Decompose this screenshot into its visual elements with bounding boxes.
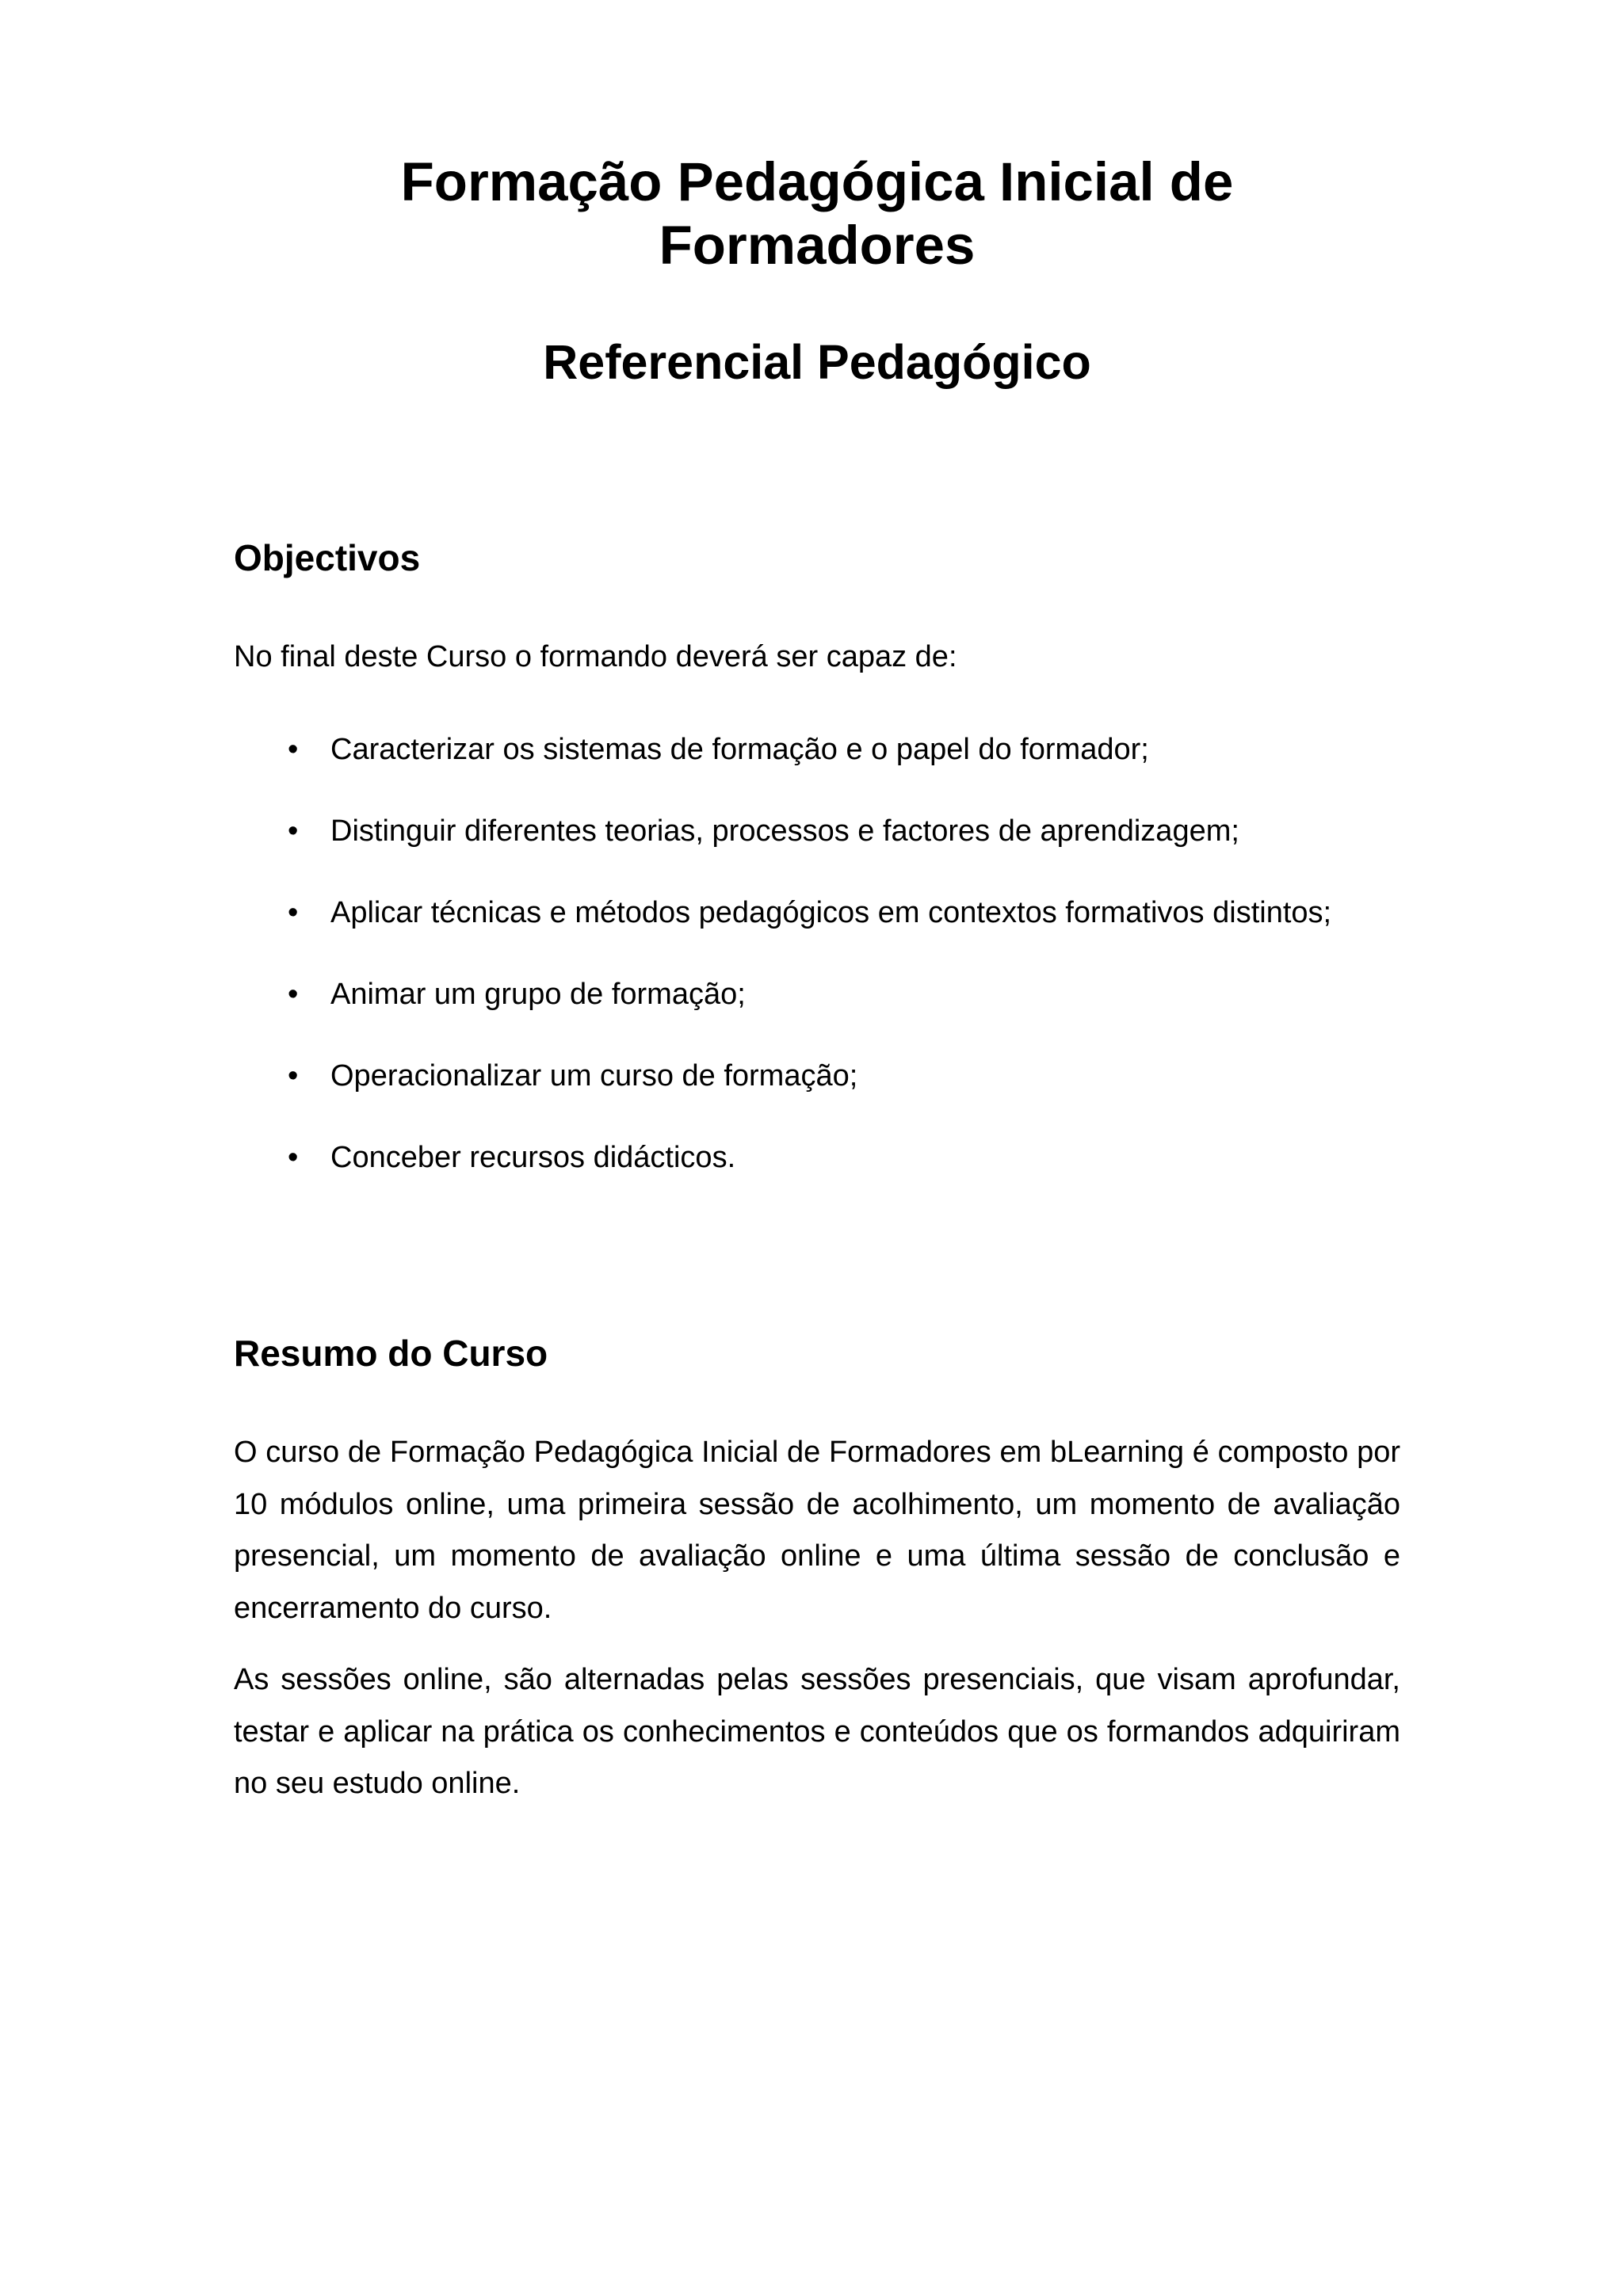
objectives-intro: No final deste Curso o formando deverá ser capaz de: xyxy=(234,640,957,673)
bullet-icon: • xyxy=(288,1141,299,1174)
objective-text: Caracterizar os sistemas de formação e o papel do formador; xyxy=(330,733,1149,766)
list-item xyxy=(234,892,1400,974)
bullet-icon: • xyxy=(288,896,299,929)
list-item xyxy=(234,729,1400,810)
bullet-icon: • xyxy=(288,733,299,766)
list-item xyxy=(234,974,1400,1055)
summary-paragraph: As sessões online, são alternadas pelas sessões presenciais, que visam aprofundar, testar e aplicar na prática os conhecimentos e conteúdos que os formandos adquiriram no seu estudo online. xyxy=(234,1663,1400,1800)
objective-text: Aplicar técnicas e métodos pedagógicos em contextos formativos distintos; xyxy=(330,896,1332,929)
objective-text: Operacionalizar um curso de formação; xyxy=(330,1059,858,1093)
objectives-heading: Objectivos xyxy=(234,537,421,578)
summary-paragraph: O curso de Formação Pedagógica Inicial de Formadores em bLearning é composto por 10 módulos online, uma primeira sessão de acolhimento, um momento de avaliação presencial, um momento de avaliação online e uma última sessão de conclusão e encerramento do curso. xyxy=(234,1436,1400,1625)
list-item xyxy=(234,810,1400,892)
list-item xyxy=(234,1055,1400,1137)
title-line-2: Formadores xyxy=(659,215,976,276)
objective-text: Animar um grupo de formação; xyxy=(330,978,746,1011)
objective-text: Conceber recursos didácticos. xyxy=(330,1141,736,1174)
list-item xyxy=(234,1137,1400,1219)
bullet-icon: • xyxy=(288,1059,299,1093)
document-subtitle: Referencial Pedagógico xyxy=(543,335,1091,389)
document-title xyxy=(234,151,1400,277)
title-line-1: Formação Pedagógica Inicial de xyxy=(400,151,1234,212)
objective-text: Distinguir diferentes teorias, processos e factores de aprendizagem; xyxy=(330,814,1239,848)
bullet-icon: • xyxy=(288,978,299,1011)
objectives-list xyxy=(234,729,1400,1219)
summary-heading: Resumo do Curso xyxy=(234,1333,548,1374)
bullet-icon: • xyxy=(288,814,299,848)
